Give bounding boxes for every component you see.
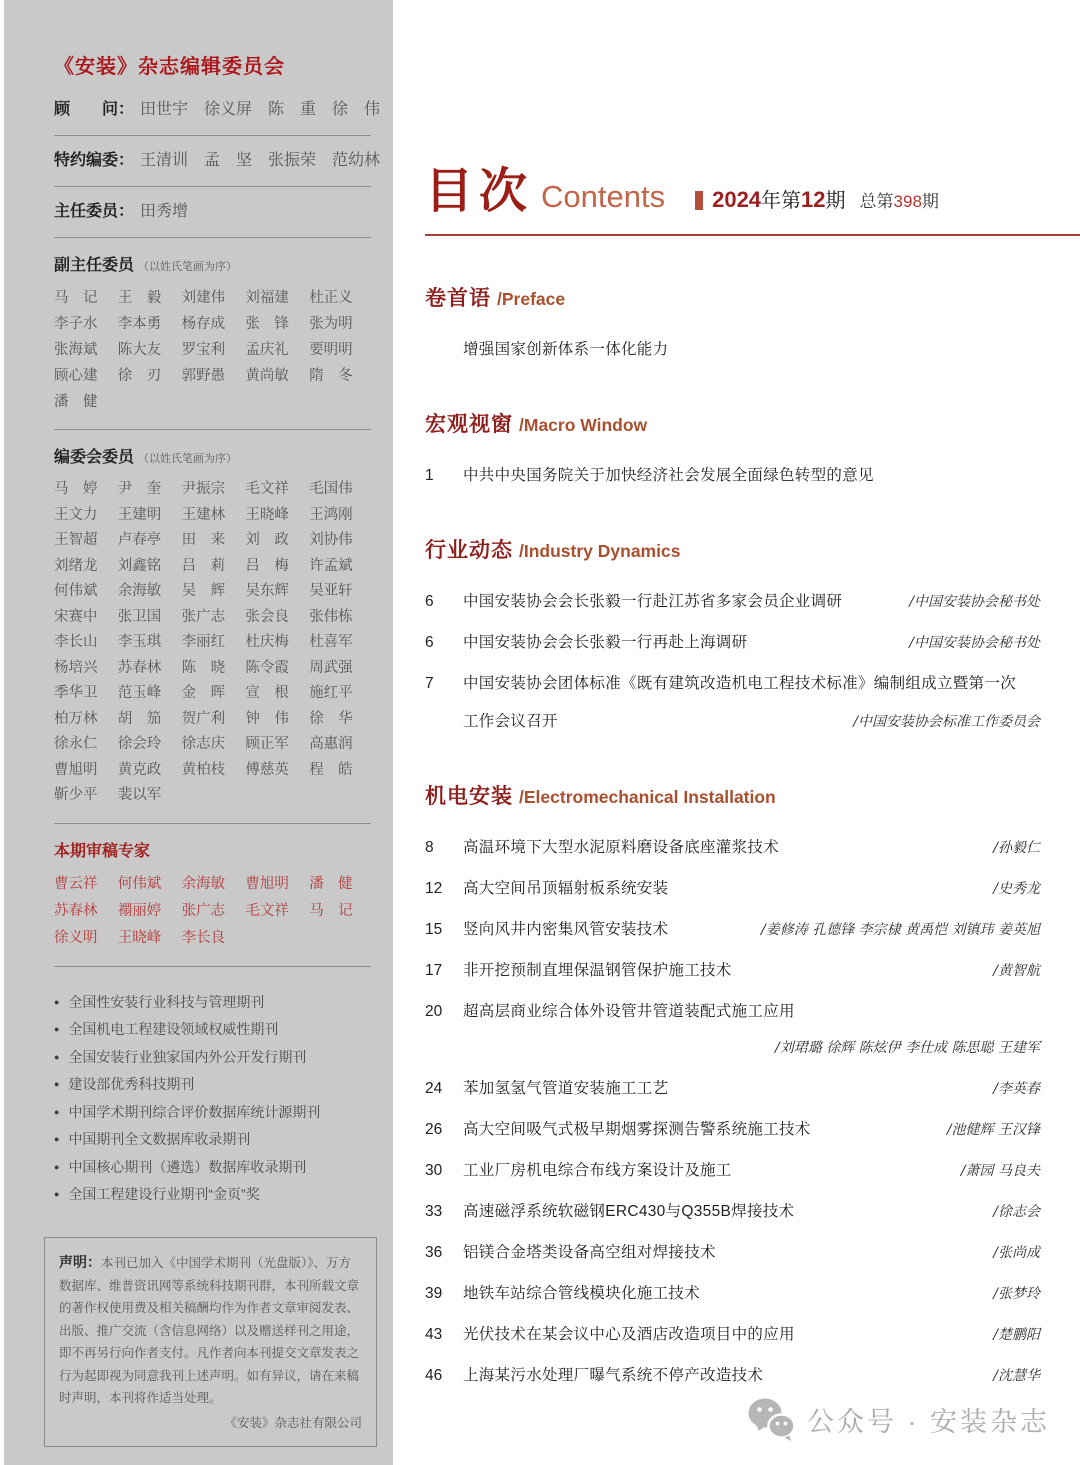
toc-entry (425, 1117, 1040, 1139)
contents-main (393, 0, 1080, 1465)
entry-page: 6 (425, 593, 434, 610)
member-name: 王 毅 (117, 290, 162, 306)
honor-item: ● 中国期刊全文数据库收录期刊 (54, 1126, 371, 1154)
member-name: 毛国伟 (309, 481, 353, 497)
wechat-badge (747, 1397, 1050, 1441)
member-name: 杨存成 (181, 316, 226, 332)
section-header (425, 534, 1040, 564)
member-name: 杨培兴 (54, 659, 98, 676)
member-name: 吴 辉 (181, 583, 226, 599)
entry-authors: /姜修涛 孔德锋 李宗棣 黄禹恺 刘镇玮 姜英旭 (761, 922, 1040, 938)
entry-page: 20 (425, 1003, 443, 1020)
issue-number-label: 期 (825, 190, 846, 212)
issue-bar-icon (695, 191, 703, 210)
toc-header (425, 152, 1040, 221)
director-row (54, 201, 371, 223)
member-name: 徐永仁 (54, 736, 98, 752)
entry-page: 26 (425, 1121, 443, 1138)
member-name: 杜喜军 (309, 634, 353, 650)
toc-entry-continuation (425, 1037, 1040, 1057)
section-header (425, 282, 1040, 312)
entry-authors: /沈慧华 (993, 1368, 1040, 1384)
honor-item: ● 全国安装行业独家国内外公开发行期刊 (54, 1044, 371, 1072)
member-name: 马 记 (309, 902, 353, 919)
honor-item: ● 全国工程建设行业期刊“金页”奖 (54, 1181, 371, 1209)
entry-title: 高温环境下大型水泥原料磨设备底座灌浆技术 (463, 839, 780, 856)
toc-entry (425, 463, 1040, 485)
entry-title: 高速磁浮系统软磁钢ERC430与Q355B焊接技术 (463, 1203, 795, 1220)
member-name: 禤丽婷 (117, 902, 162, 919)
member-name: 徐 刃 (117, 368, 162, 384)
member-name: 钟 伟 (245, 710, 289, 727)
member-name: 柏万林 (54, 710, 98, 727)
entry-title: 中共中央国务院关于加快经济社会发展全面绿色转型的意见 (463, 467, 874, 484)
member-name: 李子水 (54, 316, 98, 332)
member-name: 尹 奎 (117, 481, 162, 497)
entry-authors: /孙毅仁 (993, 840, 1040, 856)
member-name: 吴东辉 (245, 583, 289, 599)
toc-entry (425, 1240, 1040, 1262)
committee-names (54, 477, 371, 809)
issue-year: 2024 (712, 187, 762, 212)
entry-page: 46 (425, 1367, 443, 1384)
honor-item: ● 中国核心期刊（遴选）数据库收录期刊 (54, 1154, 371, 1182)
entry-page: 8 (425, 839, 434, 856)
member-name: 裴以军 (117, 787, 162, 803)
reviewers-group (54, 838, 371, 952)
entry-title: 中国安装协会会长张毅一行再赴上海调研 (463, 634, 748, 651)
entry-authors: /张尚成 (993, 1245, 1040, 1261)
entry-page: 7 (425, 675, 434, 692)
member-name: 刘鑫铭 (117, 557, 162, 574)
entry-page: 12 (425, 880, 443, 897)
issue-total-prefix: 总第 (859, 192, 894, 211)
member-name: 宣 根 (245, 685, 289, 701)
special-editors-row (54, 150, 381, 172)
reviewers-header (54, 838, 371, 861)
toc-entry-continuation (425, 709, 1040, 731)
director-name: 田秀增 (140, 203, 189, 220)
member-name: 张海斌 (54, 342, 98, 358)
divider (54, 135, 371, 136)
member-name: 王文力 (54, 506, 98, 523)
issue-total-suffix: 期 (921, 192, 939, 211)
member-name: 周武强 (309, 659, 353, 676)
member-name: 李本勇 (117, 316, 162, 332)
member-name: 李长良 (181, 929, 226, 946)
member-name: 潘 健 (309, 875, 353, 892)
member-name: 王晓峰 (117, 929, 162, 946)
member-name: 曹云祥 (54, 875, 98, 892)
honor-item: ● 建设部优秀科技期刊 (54, 1071, 371, 1099)
issue-number: 12 (801, 187, 826, 212)
entry-authors: /中国安装协会标准工作委员会 (853, 714, 1040, 730)
entry-page: 17 (425, 962, 443, 979)
member-name: 郭野愚 (181, 368, 226, 384)
member-name: 王鸿刚 (309, 506, 353, 523)
entry-authors: /黄智航 (993, 963, 1040, 979)
member-name: 孟庆礼 (245, 342, 289, 358)
member-name: 高惠润 (309, 736, 353, 752)
member-name: 季华卫 (54, 685, 98, 701)
entry-title: 超高层商业综合体外设管井管道装配式施工应用 (463, 1003, 795, 1020)
member-name: 王建明 (117, 506, 162, 523)
entry-authors: /张梦玲 (993, 1286, 1040, 1302)
editorial-board-title: 《安装》杂志编辑委员会 (54, 56, 285, 78)
member-name: 顾心建 (54, 368, 98, 384)
member-name: 李玉琪 (117, 634, 162, 650)
member-name: 余海敏 (181, 875, 226, 892)
sort-note: （以姓氏笔画为序） (138, 453, 238, 465)
toc-section (425, 534, 1040, 731)
statement-label: 声明： (59, 1253, 101, 1270)
wechat-icon (747, 1397, 797, 1441)
vice-directors-header (54, 252, 371, 275)
member-name: 徐 华 (309, 710, 353, 727)
member-name: 黄柏枝 (181, 761, 226, 778)
member-name: 张 锋 (245, 316, 289, 332)
committee-label: 编委会委员 (54, 449, 135, 466)
entry-page: 6 (425, 634, 434, 651)
member-name: 吕 梅 (245, 557, 289, 574)
issue-year-label: 年第 (761, 190, 802, 212)
entry-page: 15 (425, 921, 443, 938)
section-title-en: /Electromechanical Installation (519, 787, 776, 807)
member-name: 刘建伟 (181, 290, 226, 306)
issue-info (695, 184, 939, 213)
sort-note: （以姓氏笔画为序） (138, 261, 238, 273)
honor-item: ● 全国机电工程建设领域权威性期刊 (54, 1016, 371, 1044)
member-name: 张广志 (181, 902, 226, 919)
member-name: 程 皓 (309, 761, 353, 778)
section-title-cn: 行业动态 (425, 539, 513, 562)
member-name: 苏春林 (54, 902, 98, 919)
entry-title: 增强国家创新体系一体化能力 (463, 341, 669, 358)
toc-entry (425, 1363, 1040, 1385)
section-title-cn: 卷首语 (425, 287, 491, 310)
member-name: 刘 政 (245, 532, 289, 548)
member-name: 陈大友 (117, 342, 162, 358)
entry-authors: /刘珺璐 徐辉 陈炫伊 李仕成 陈思聪 王建军 (775, 1040, 1040, 1056)
editorial-sidebar (4, 0, 393, 1465)
entry-title: 工业厂房机电综合布线方案设计及施工 (463, 1162, 732, 1179)
toc-entry (425, 1199, 1040, 1221)
entry-title: 非开挖预制直埋保温钢管保护施工技术 (463, 962, 732, 979)
entry-authors: /楚鹏阳 (993, 1327, 1040, 1343)
member-name: 卢春亭 (117, 532, 162, 548)
section-title-cn: 机电安装 (425, 785, 513, 808)
entry-page: 1 (425, 467, 434, 484)
entry-authors: /史秀龙 (993, 881, 1040, 897)
divider (54, 966, 371, 967)
member-name: 施红平 (309, 685, 353, 701)
header-rule (425, 234, 1080, 236)
toc-entry (425, 589, 1040, 611)
member-name: 李长山 (54, 634, 98, 650)
entry-page: 43 (425, 1326, 443, 1343)
member-name: 黄克政 (117, 761, 162, 778)
entry-page: 30 (425, 1162, 443, 1179)
section-title-cn: 宏观视窗 (425, 413, 513, 436)
member-name: 徐会玲 (117, 736, 162, 752)
member-name: 马 记 (54, 290, 98, 306)
member-name: 王晓峰 (245, 506, 289, 523)
member-name: 马 婷 (54, 481, 98, 497)
special-editors-label: 特约编委： (54, 152, 135, 169)
member-name: 毛文祥 (245, 481, 289, 497)
toc-entry (425, 1158, 1040, 1180)
issue-total (860, 187, 939, 212)
entry-title: 高大空间吊顶辐射板系统安装 (463, 880, 669, 897)
honor-item: ● 全国性安装行业科技与管理期刊 (54, 989, 371, 1017)
entry-authors: /池健辉 王汉锋 (946, 1122, 1040, 1138)
entry-authors: /李英春 (993, 1081, 1040, 1097)
advisors-row (54, 99, 381, 121)
member-name: 刘协伟 (309, 532, 353, 548)
member-name: 田 来 (181, 532, 226, 548)
toc-entry (425, 999, 1040, 1021)
member-name: 尹振宗 (181, 481, 226, 497)
member-name: 苏春林 (117, 659, 162, 676)
member-name: 刘福建 (245, 290, 289, 306)
committee-group (54, 444, 371, 809)
reviewers-names (54, 871, 371, 952)
toc-entry (425, 1322, 1040, 1344)
toc-section (425, 408, 1040, 485)
member-name: 毛文祥 (245, 902, 289, 919)
entry-title: 中国安装协会团体标准《既有建筑改造机电工程技术标准》编制组成立暨第一次 (463, 675, 1017, 692)
member-name: 靳少平 (54, 787, 98, 803)
entry-page: 36 (425, 1244, 443, 1261)
entry-page: 24 (425, 1080, 443, 1097)
member-name: 何伟斌 (117, 875, 162, 892)
director-label: 主任委员： (54, 203, 135, 220)
member-name: 陈令霞 (245, 659, 289, 676)
member-name: 曹旭明 (245, 875, 289, 892)
entry-page: 33 (425, 1203, 443, 1220)
member-name: 隋 冬 (309, 368, 353, 384)
issue-total-number: 398 (893, 192, 922, 211)
statement-box (44, 1237, 377, 1448)
wechat-label: 公众号 · 安装杂志 (807, 1406, 1050, 1437)
section-title-en: /Industry Dynamics (519, 541, 681, 561)
advisors-names: 田世宇 徐义屏 陈 重 徐 伟 (140, 101, 381, 118)
honor-item: ● 中国学术期刊综合评价数据库统计源期刊 (54, 1099, 371, 1127)
toc-entry (425, 1281, 1040, 1303)
contents-title-en: Contents (541, 179, 666, 214)
toc-section (425, 282, 1040, 359)
toc-entry (425, 671, 1040, 693)
member-name: 吕 莉 (181, 557, 226, 574)
member-name: 何伟斌 (54, 583, 98, 599)
entry-title: 铝镁合金塔类设备高空组对焊接技术 (463, 1244, 716, 1261)
toc-sections (425, 282, 1040, 1385)
member-name: 王智超 (54, 532, 98, 548)
member-name: 陈 晓 (181, 659, 226, 676)
toc-entry (425, 876, 1040, 898)
statement-text: 本刊已加入《中国学术期刊（光盘版）》、万方数据库、维普资讯网等系统科技期刊群，本刊所载文章的著作权使用费及相关稿酬均作为作者文章审阅发表、出版、推广交流（含信息网络）以及赠送样刊之用途，即不再另行向作者支付。凡作者向本刊提交文章发表之行为起即视为同意我刊上述声明。如有异议，请在来稿时声明，本刊将作适当处理。 (59, 1255, 360, 1406)
entry-title: 地铁车站综合管线模块化施工技术 (463, 1285, 701, 1302)
toc-entry (425, 835, 1040, 857)
vice-directors-group (54, 252, 371, 415)
member-name: 杜庆梅 (245, 634, 289, 650)
toc-entry (425, 958, 1040, 980)
member-name: 宋赛中 (54, 608, 98, 625)
vice-directors-label: 副主任委员 (54, 257, 135, 274)
member-name: 吴亚轩 (309, 583, 353, 599)
divider (54, 823, 371, 824)
member-name: 胡 笳 (117, 710, 162, 727)
entry-authors: /萧园 马良夫 (960, 1163, 1040, 1179)
entry-title: 工作会议召开 (463, 713, 558, 730)
toc-section (425, 780, 1040, 1385)
member-name: 许孟斌 (309, 557, 353, 574)
divider (54, 237, 371, 238)
entry-title: 上海某污水处理厂曝气系统不停产改造技术 (463, 1367, 764, 1384)
section-title-en: /Macro Window (519, 415, 648, 435)
reviewers-label: 本期审稿专家 (54, 842, 151, 860)
member-name: 刘绪龙 (54, 557, 98, 574)
member-name: 徐义明 (54, 929, 98, 946)
entry-authors: /中国安装协会秘书处 (909, 635, 1040, 651)
entry-title: 竖向风井内密集风管安装技术 (463, 921, 669, 938)
member-name: 张为明 (309, 316, 353, 332)
toc-entry (425, 917, 1040, 939)
entry-title: 光伏技术在某会议中心及酒店改造项目中的应用 (463, 1326, 795, 1343)
divider (54, 429, 371, 430)
member-name: 潘 健 (54, 394, 98, 410)
member-name: 罗宝利 (181, 342, 226, 358)
member-name: 余海敏 (117, 583, 162, 599)
member-name: 范玉峰 (117, 685, 162, 701)
member-name: 贺广利 (181, 710, 226, 727)
member-name: 王建林 (181, 506, 226, 523)
member-name: 张卫国 (117, 608, 162, 625)
member-name: 顾正军 (245, 736, 289, 752)
special-editors-names: 王清训 孟 坚 张振荣 范幼林 (140, 152, 381, 169)
member-name: 傅慈英 (245, 761, 289, 778)
committee-header (54, 444, 371, 467)
section-title-en: /Preface (497, 289, 566, 309)
divider (54, 186, 371, 187)
member-name: 曹旭明 (54, 761, 98, 778)
toc-entry (425, 337, 1040, 359)
contents-title-cn: 目次 (425, 165, 534, 218)
section-header (425, 780, 1040, 810)
member-name: 张会良 (245, 608, 289, 625)
member-name: 张广志 (181, 608, 226, 625)
entry-title: 高大空间吸气式极早期烟雾探测告警系统施工技术 (463, 1121, 811, 1138)
journal-honors-list (54, 989, 371, 1209)
member-name: 黄尚敏 (245, 368, 289, 384)
member-name: 李丽红 (181, 634, 226, 650)
entry-authors: /徐志会 (993, 1204, 1040, 1220)
member-name: 金 晖 (181, 685, 226, 701)
toc-entry (425, 1076, 1040, 1098)
entry-title: 苯加氢氢气管道安装施工工艺 (463, 1080, 669, 1097)
toc-entry (425, 630, 1040, 652)
statement-signature: 《安装》杂志社有限公司 (224, 1415, 362, 1430)
entry-page: 39 (425, 1285, 443, 1302)
entry-authors: /中国安装协会秘书处 (909, 594, 1040, 610)
member-name: 杜正义 (309, 290, 353, 306)
advisors-label: 顾 问： (54, 101, 135, 118)
section-header (425, 408, 1040, 438)
member-name: 张伟栋 (309, 608, 353, 625)
vice-directors-names (54, 285, 371, 415)
member-name: 要明明 (309, 342, 353, 358)
member-name: 徐志庆 (181, 736, 226, 752)
entry-title: 中国安装协会会长张毅一行赴江苏省多家会员企业调研 (463, 593, 843, 610)
